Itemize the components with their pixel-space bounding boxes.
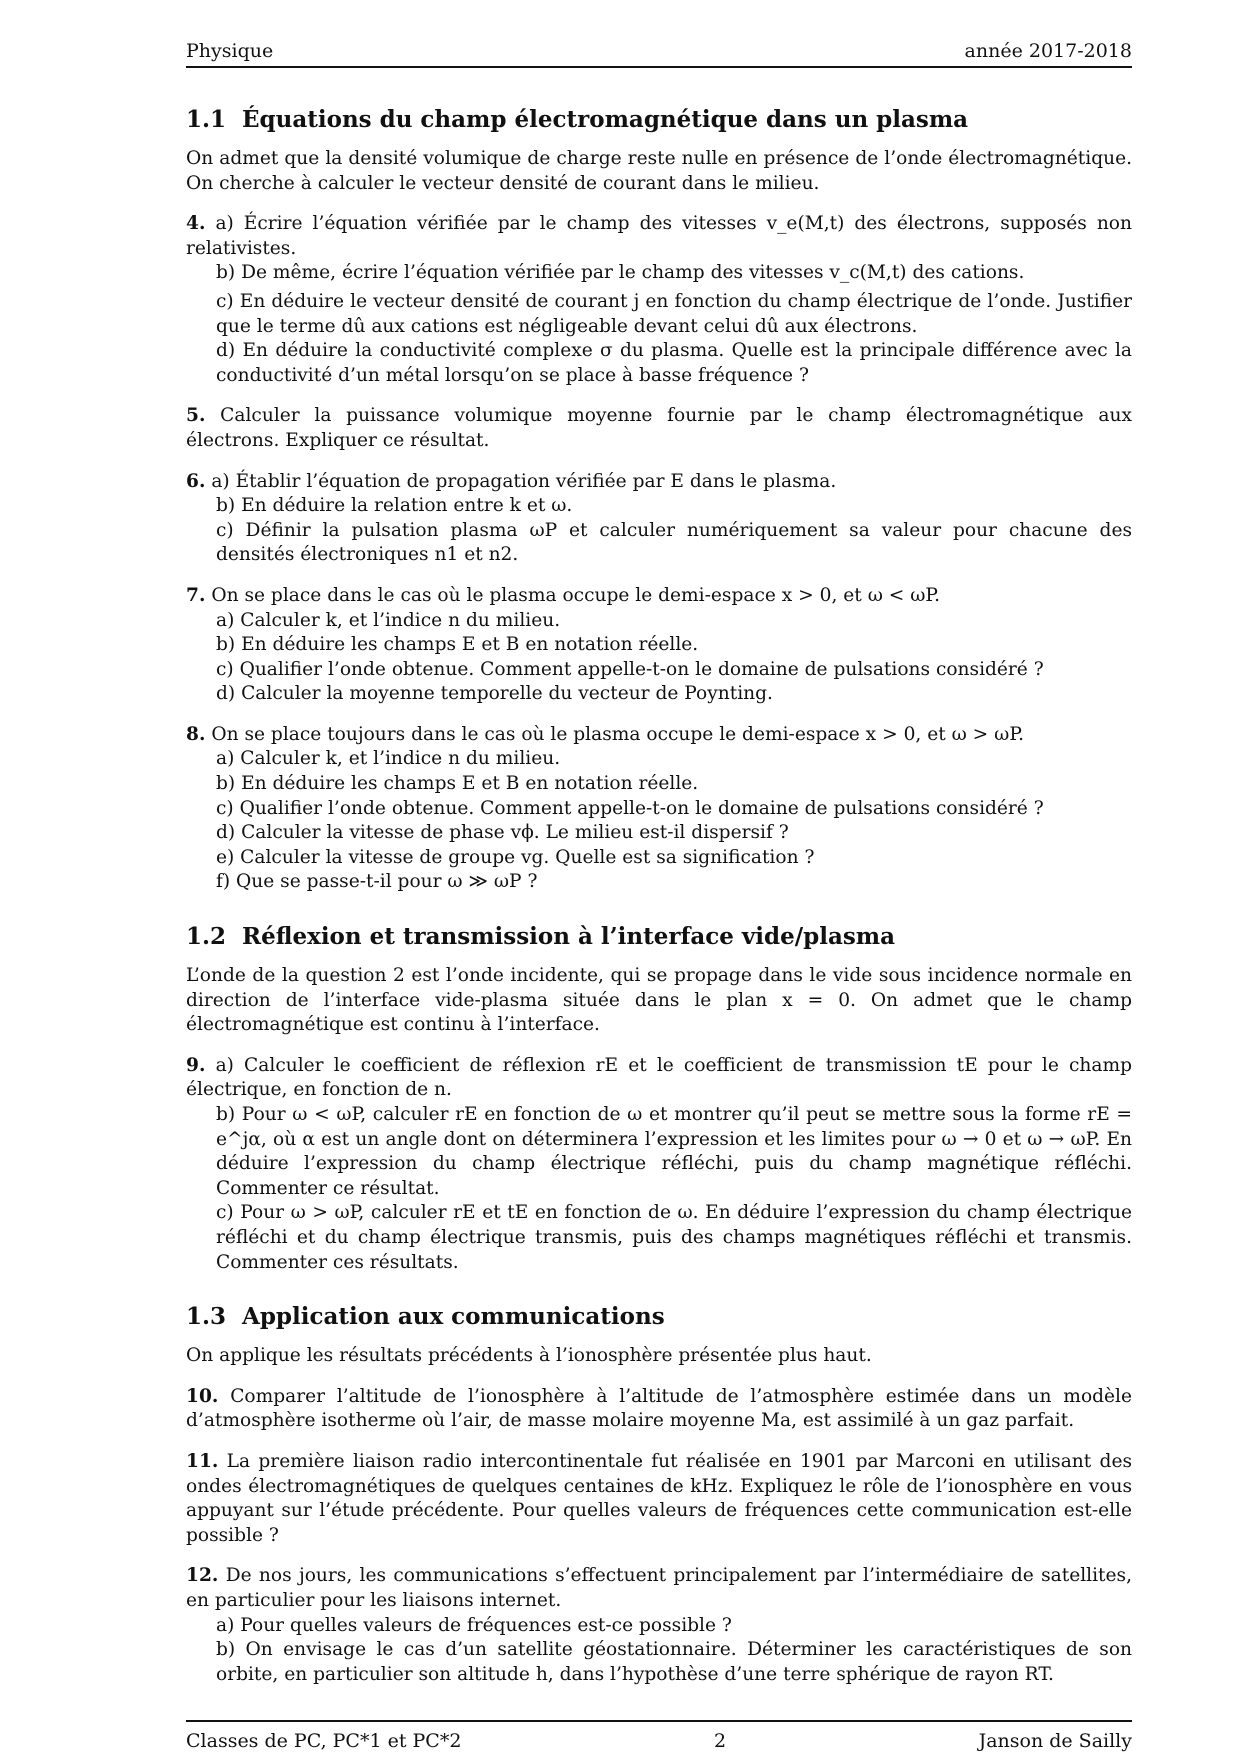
question-11	[186, 1450, 1132, 1548]
question-6b: b) En déduire la relation entre k et ω.	[216, 495, 573, 517]
question-9c: c) Pour ω > ωP, calculer rE et tE en fonction de ω. En déduire l’expression du champ électrique réfléchi et du champ électrique transmis, puis des champs magnétiques réfléchi et transmis. Commenter ces résultats.	[216, 1202, 1132, 1273]
question-12	[186, 1564, 1132, 1687]
section-1-3-intro: On applique les résultats précédents à l’ionosphère présentée plus haut.	[186, 1345, 872, 1367]
section-1-3-heading	[186, 1303, 1132, 1330]
header-year: année 2017-2018	[964, 40, 1132, 62]
page-header	[186, 40, 1132, 68]
question-12-intro: De nos jours, les communications s’effectuent principalement par l’intermédiaire de satellites, en particulier pour les liaisons internet.	[186, 1565, 1132, 1611]
question-7-intro: On se place dans le cas où le plasma occupe le demi-espace x > 0, et ω < ωP.	[211, 584, 941, 606]
question-4d: d) En déduire la conductivité complexe σ du plasma. Quelle est la principale différence avec la conductivité d’un métal lorsqu’on se place à basse fréquence ?	[216, 340, 1132, 386]
question-7d: d) Calculer la moyenne temporelle du vecteur de Poynting.	[216, 683, 773, 705]
question-number: 4.	[186, 213, 206, 235]
question-4c: c) En déduire le vecteur densité de courant j en fonction du champ électrique de l’onde. Justifier que le terme dû aux cations est négligeable devant celui dû aux électrons.	[216, 290, 1132, 337]
section-title: Application aux communications	[242, 1303, 665, 1331]
question-7a: a) Calculer k, et l’indice n du milieu.	[216, 609, 561, 631]
section-1-1-intro: On admet que la densité volumique de charge reste nulle en présence de l’onde électromagnétique. On cherche à calculer le vecteur densité de courant dans le milieu.	[186, 148, 1132, 194]
question-7b: b) En déduire les champs E et B en notation réelle.	[216, 634, 699, 656]
question-12b: b) On envisage le cas d’un satellite géostationnaire. Déterminer les caractéristiques de son orbite, en particulier son altitude h, dans l’hypothèse d’une terre sphérique de rayon RT.	[216, 1639, 1132, 1685]
question-number: 5.	[186, 405, 206, 427]
question-11-text: La première liaison radio intercontinentale fut réalisée en 1901 par Marconi en utilisant des ondes électromagnétiques de quelques centaines de kHz. Expliquez le rôle de l’ionosphère en vous appuyant sur l’étude précédente. Pour quelles valeurs de fréquences cette communication est-elle possible ?	[186, 1450, 1132, 1546]
question-8	[186, 723, 1132, 895]
question-4	[186, 212, 1132, 388]
question-8-intro: On se place toujours dans le cas où le plasma occupe le demi-espace x > 0, et ω > ωP.	[211, 723, 1024, 745]
question-number: 10.	[186, 1385, 219, 1407]
question-12a: a) Pour quelles valeurs de fréquences est-ce possible ?	[216, 1614, 732, 1636]
footer-school: Janson de Sailly	[978, 1730, 1132, 1752]
question-10	[186, 1385, 1132, 1434]
question-6c: c) Définir la pulsation plasma ωP et calculer numériquement sa valeur pour chacune des densités électroniques n1 et n2.	[216, 519, 1132, 566]
question-7	[186, 584, 1132, 707]
section-1-2-intro: L’onde de la question 2 est l’onde incidente, qui se propage dans le vide sous incidence normale en direction de l’interface vide-plasma située dans le plan x = 0. On admet que le champ électromagnétique est continu à l’interface.	[186, 965, 1132, 1036]
footer-classes: Classes de PC, PC*1 et PC*2	[186, 1730, 462, 1752]
page-number: 2	[713, 1730, 727, 1752]
section-1-2-heading	[186, 923, 1132, 950]
section-number: 1.1	[186, 106, 227, 133]
question-7c: c) Qualifier l’onde obtenue. Comment appelle-t-on le domaine de pulsations considéré ?	[216, 658, 1044, 680]
question-number: 8.	[186, 723, 206, 745]
question-8d: d) Calculer la vitesse de phase vϕ. Le milieu est-il dispersif ?	[216, 822, 789, 844]
question-9b: b) Pour ω < ωP, calculer rE en fonction de ω et montrer qu’il peut se mettre sous la forme rE = e^jα, où α est un angle dont on déterminera l’expression et les limites pour ω → 0 et ω → ωP. En déduire l’expression du champ électrique réfléchi, puis du champ magnétique réfléchi. Commenter ce résultat.	[216, 1104, 1132, 1199]
header-subject: Physique	[186, 40, 274, 62]
question-4a: a) Écrire l’équation vérifiée par le champ des vitesses v_e(M,t) des électrons, supposés non relativistes.	[186, 213, 1132, 259]
question-6a: a) Établir l’équation de propagation vérifiée par E dans le plasma.	[211, 470, 837, 492]
question-8e: e) Calculer la vitesse de groupe vg. Quelle est sa signification ?	[216, 846, 815, 868]
question-number: 6.	[186, 470, 206, 492]
page	[186, 40, 1132, 1687]
section-number: 1.3	[186, 1303, 227, 1331]
question-number: 12.	[186, 1565, 219, 1587]
question-9a: a) Calculer le coefficient de réflexion rE et le coefficient de transmission tE pour le champ électrique, en fonction de n.	[186, 1054, 1132, 1101]
page-footer	[186, 1720, 1132, 1752]
question-10-text: Comparer l’altitude de l’ionosphère à l’altitude de l’atmosphère estimée dans un modèle d’atmosphère isotherme où l’air, de masse molaire moyenne Ma, est assimilé à un gaz parfait.	[186, 1385, 1132, 1432]
question-5	[186, 404, 1132, 453]
question-8a: a) Calculer k, et l’indice n du milieu.	[216, 748, 561, 770]
question-number: 11.	[186, 1450, 219, 1472]
question-number: 9.	[186, 1054, 206, 1076]
question-8c: c) Qualifier l’onde obtenue. Comment appelle-t-on le domaine de pulsations considéré ?	[216, 797, 1044, 819]
question-8b: b) En déduire les champs E et B en notation réelle.	[216, 773, 699, 795]
question-4b: b) De même, écrire l’équation vérifiée par le champ des vitesses v_c(M,t) des cations.	[216, 262, 1025, 284]
question-6	[186, 470, 1132, 568]
section-number: 1.2	[186, 923, 227, 951]
section-title: Réflexion et transmission à l’interface vide/plasma	[242, 923, 896, 951]
section-1-1-heading	[186, 106, 1132, 133]
question-9	[186, 1054, 1132, 1275]
question-number: 7.	[186, 584, 206, 606]
question-8f: f) Que se passe-t-il pour ω ≫ ωP ?	[216, 871, 538, 893]
question-5-text: Calculer la puissance volumique moyenne fournie par le champ électromagnétique aux électrons. Expliquer ce résultat.	[186, 405, 1132, 451]
section-title: Équations du champ électromagnétique dans un plasma	[242, 106, 969, 133]
